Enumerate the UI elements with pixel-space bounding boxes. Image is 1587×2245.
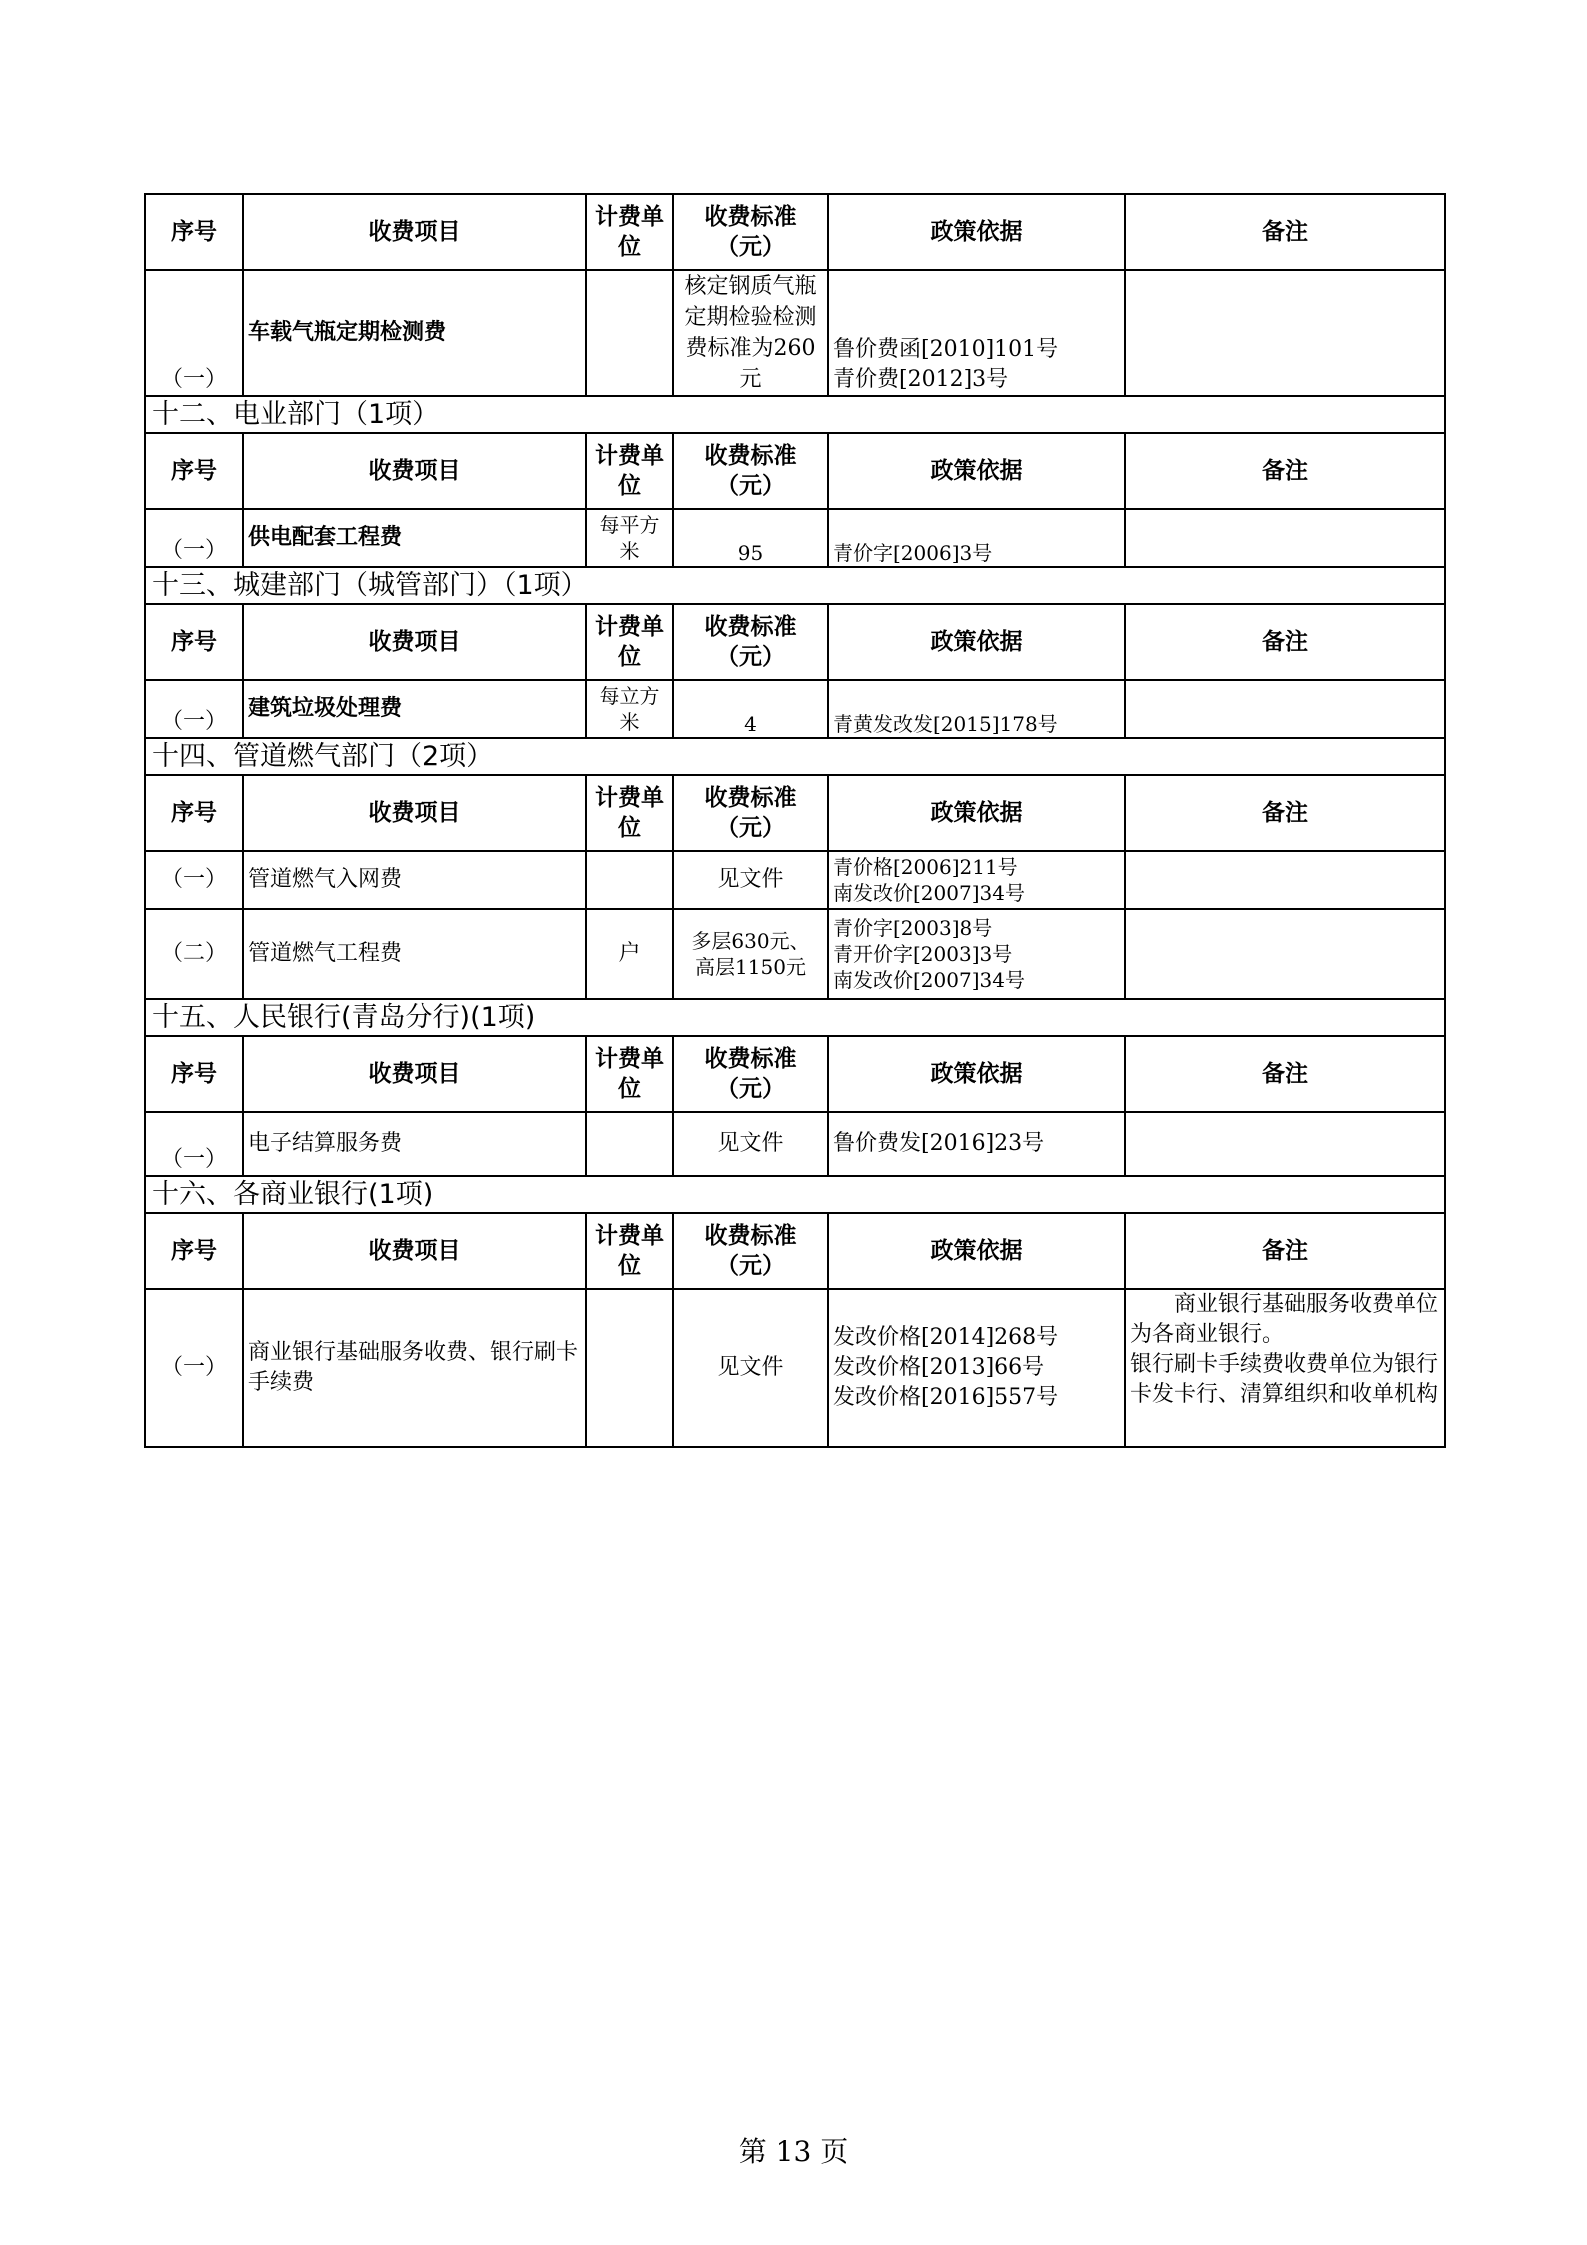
section-title: 十二、电业部门（1项）: [145, 396, 1445, 433]
row-unit: 每平方米: [586, 509, 673, 567]
row-basis: [828, 1289, 1125, 1447]
section-title: 十四、管道燃气部门（2项）: [145, 738, 1445, 775]
row-standard: 核定钢质气瓶定期检验检测费标准为260元: [673, 270, 828, 396]
header-seq: 序号: [145, 1036, 243, 1112]
header-seq: 序号: [145, 604, 243, 680]
table-row: [145, 909, 1445, 999]
header-seq: 序号: [145, 1213, 243, 1289]
row-standard: 见文件: [673, 851, 828, 909]
row-unit: [586, 270, 673, 396]
header-basis: 政策依据: [828, 604, 1125, 680]
basis-line: 青价费[2012]3号: [833, 367, 1009, 392]
header-unit: 计费单位: [586, 604, 673, 680]
row-standard: [673, 909, 828, 999]
table-row: [145, 851, 1445, 909]
basis-line: 发改价格[2014]268号: [833, 1325, 1059, 1350]
header-basis: 政策依据: [828, 433, 1125, 509]
header-unit: 计费单位: [586, 1036, 673, 1112]
section-title-row: [145, 738, 1445, 775]
header-remark: 备注: [1125, 775, 1445, 851]
table-row: [145, 1289, 1445, 1447]
header-basis: 政策依据: [828, 1036, 1125, 1112]
table-header-row: [145, 1036, 1445, 1112]
row-seq: （一）: [145, 509, 243, 567]
row-standard: 95: [673, 509, 828, 567]
header-remark: 备注: [1125, 194, 1445, 270]
header-item: 收费项目: [243, 1213, 586, 1289]
header-seq: 序号: [145, 775, 243, 851]
row-remark: [1125, 1112, 1445, 1176]
row-remark: [1125, 909, 1445, 999]
section-title: 十五、人民银行(青岛分行)(1项): [145, 999, 1445, 1036]
basis-line: 鲁价费函[2010]101号: [833, 337, 1059, 362]
header-basis: 政策依据: [828, 775, 1125, 851]
row-item: 车载气瓶定期检测费: [243, 270, 586, 396]
row-basis: [828, 270, 1125, 396]
header-standard: 收费标准（元）: [673, 775, 828, 851]
header-standard: 收费标准（元）: [673, 194, 828, 270]
row-item: 电子结算服务费: [243, 1112, 586, 1176]
header-unit: 计费单位: [586, 194, 673, 270]
table-row: [145, 509, 1445, 567]
row-basis: [828, 851, 1125, 909]
header-seq: 序号: [145, 194, 243, 270]
section-title: 十六、各商业银行(1项): [145, 1176, 1445, 1213]
remark-line: 银行刷卡手续费收费单位为银行卡发卡行、清算组织和收单机构: [1130, 1352, 1439, 1407]
header-basis: 政策依据: [828, 1213, 1125, 1289]
row-seq: （二）: [145, 909, 243, 999]
header-standard: 收费标准（元）: [673, 604, 828, 680]
basis-line: 发改价格[2013]66号: [833, 1355, 1045, 1380]
basis-line: 南发改价[2007]34号: [833, 968, 1025, 992]
header-standard: 收费标准（元）: [673, 1213, 828, 1289]
row-basis: [828, 909, 1125, 999]
row-seq: （一）: [145, 1289, 243, 1447]
section-title-row: [145, 567, 1445, 604]
row-standard: 见文件: [673, 1112, 828, 1176]
table-header-row: [145, 194, 1445, 270]
row-unit: [586, 851, 673, 909]
header-remark: 备注: [1125, 1036, 1445, 1112]
header-basis: 政策依据: [828, 194, 1125, 270]
basis-line: 青价格[2006]211号: [833, 855, 1018, 879]
basis-line: 发改价格[2016]557号: [833, 1385, 1059, 1410]
header-unit: 计费单位: [586, 775, 673, 851]
row-remark: [1125, 1289, 1445, 1447]
section-title: 十三、城建部门（城管部门）（1项）: [145, 567, 1445, 604]
basis-line: 南发改价[2007]34号: [833, 881, 1025, 905]
header-remark: 备注: [1125, 433, 1445, 509]
row-seq: （一）: [145, 1112, 243, 1176]
header-unit: 计费单位: [586, 433, 673, 509]
header-seq: 序号: [145, 433, 243, 509]
table-header-row: [145, 775, 1445, 851]
section-title-row: [145, 396, 1445, 433]
row-item: 商业银行基础服务收费、银行刷卡手续费: [243, 1289, 586, 1447]
row-unit: 户: [586, 909, 673, 999]
standard-line: 多层630元、: [691, 929, 810, 953]
row-remark: [1125, 851, 1445, 909]
fee-table: [144, 193, 1446, 1448]
table-header-row: [145, 1213, 1445, 1289]
table-row: [145, 270, 1445, 396]
remark-line: 商业银行基础服务收费单位为各商业银行。: [1130, 1292, 1439, 1347]
row-seq: （一）: [145, 851, 243, 909]
row-item: 建筑垃圾处理费: [243, 680, 586, 738]
table-header-row: [145, 433, 1445, 509]
basis-line: 青开价字[2003]3号: [833, 942, 1013, 966]
page-number: 第 13 页: [738, 2135, 849, 2168]
header-remark: 备注: [1125, 604, 1445, 680]
basis-line: 青价字[2003]8号: [833, 916, 993, 940]
row-unit: [586, 1112, 673, 1176]
row-seq: （一）: [145, 680, 243, 738]
header-remark: 备注: [1125, 1213, 1445, 1289]
row-standard: 4: [673, 680, 828, 738]
table-row: [145, 680, 1445, 738]
header-unit: 计费单位: [586, 1213, 673, 1289]
section-title-row: [145, 999, 1445, 1036]
row-basis: 青价字[2006]3号: [828, 509, 1125, 567]
row-basis: 青黄发改发[2015]178号: [828, 680, 1125, 738]
row-standard: 见文件: [673, 1289, 828, 1447]
header-item: 收费项目: [243, 194, 586, 270]
standard-line: 高层1150元: [695, 955, 806, 979]
header-item: 收费项目: [243, 604, 586, 680]
row-item: 供电配套工程费: [243, 509, 586, 567]
row-item: 管道燃气工程费: [243, 909, 586, 999]
table-row: [145, 1112, 1445, 1176]
row-item: 管道燃气入网费: [243, 851, 586, 909]
header-standard: 收费标准（元）: [673, 1036, 828, 1112]
header-standard: 收费标准（元）: [673, 433, 828, 509]
header-item: 收费项目: [243, 1036, 586, 1112]
row-remark: [1125, 509, 1445, 567]
row-unit: [586, 1289, 673, 1447]
fee-table-container: [144, 193, 1444, 1448]
header-item: 收费项目: [243, 433, 586, 509]
header-item: 收费项目: [243, 775, 586, 851]
row-remark: [1125, 680, 1445, 738]
row-basis: 鲁价费发[2016]23号: [828, 1112, 1125, 1176]
row-remark: [1125, 270, 1445, 396]
row-seq: （一）: [145, 270, 243, 396]
section-title-row: [145, 1176, 1445, 1213]
table-header-row: [145, 604, 1445, 680]
row-unit: 每立方米: [586, 680, 673, 738]
